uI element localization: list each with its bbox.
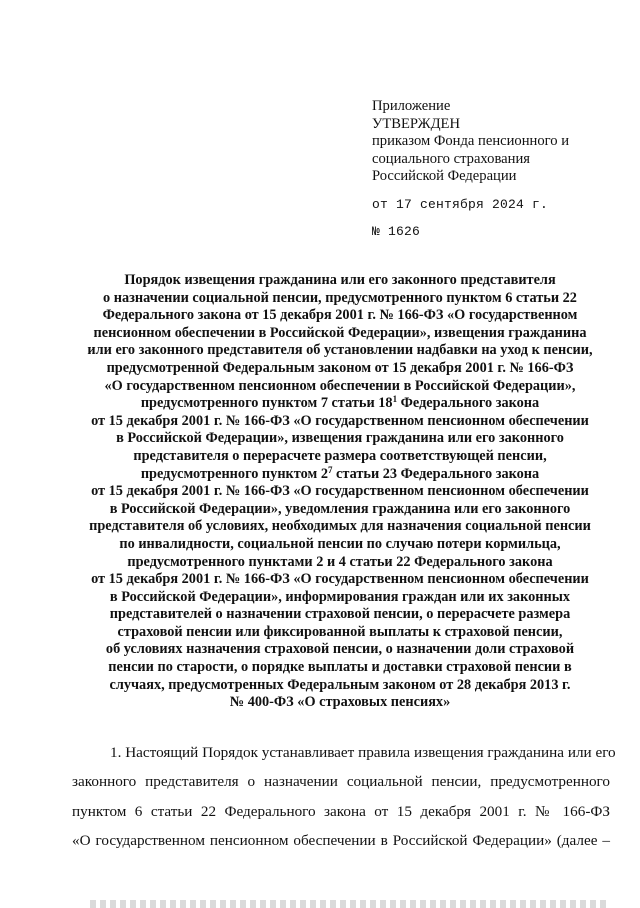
document-title [70, 272, 610, 712]
title-line: предусмотренного пунктами 2 и 4 статьи 22 Федерального закона [127, 553, 553, 570]
title-line: в Российской Федерации», уведомления гражданина или его законного [109, 500, 571, 517]
order-line: Российской Федерации [372, 168, 517, 184]
title-line: Порядок извещения гражданина или его законного представителя [124, 272, 556, 288]
title-line: страховой пенсии или фиксированной выплаты к страховой пенсии, [117, 623, 563, 640]
title-line: случаях, предусмотренных Федеральным законом от 28 декабря 2013 г. [109, 676, 571, 693]
approval-block [372, 98, 622, 241]
title-line: представителя об условиях, необходимых для назначения социальной пенсии [89, 518, 591, 535]
title-line-part: предусмотренного пунктом 2 [140, 465, 328, 482]
superscript: 7 [327, 464, 333, 475]
title-line: или его законного представителя об установлении надбавки на уход к пенсии, [87, 342, 593, 359]
title-line: об условиях назначения страховой пенсии, о назначении доли страховой [105, 641, 575, 658]
approved-label: УТВЕРЖДЕН [372, 115, 460, 132]
title-line: в Российской Федерации», информирования граждан или их законных [109, 588, 571, 605]
body-line: «О государственном пенсионном обеспечении в Российской Федерации» (далее – [72, 831, 610, 849]
title-line: пенсионном обеспечении в Российской Федерации», извещения гражданина [93, 324, 587, 341]
title-line-part: Федерального закона [397, 395, 540, 412]
title-line: представителя о перерасчете размера соответствующей пенсии, [133, 447, 547, 464]
title-line: от 15 декабря 2001 г. № 166-ФЗ «О государственном пенсионном обеспечении [91, 571, 589, 588]
title-line: № 400-ФЗ «О страховых пенсиях» [229, 694, 451, 711]
body-paragraph [72, 738, 616, 855]
body-line: законного представителя о назначении социальной пенсии, предусмотренного [72, 773, 610, 791]
superscript: 1 [392, 394, 398, 405]
order-number: № 1626 [372, 224, 421, 239]
title-line: предусмотренной Федеральным законом от 15 декабря 2001 г. № 166-ФЗ [106, 359, 574, 376]
title-line [70, 395, 610, 413]
order-line: социального страхования [372, 150, 530, 167]
appendix-label: Приложение [372, 98, 451, 114]
page-cutoff-text [90, 900, 610, 908]
title-line-part: предусмотренного пунктом 7 статьи 18 [140, 395, 393, 412]
title-line: по инвалидности, социальной пенсии по случаю потери кормильца, [119, 535, 561, 552]
title-line: представителей о назначении страховой пенсии, о перерасчете размера [109, 606, 571, 623]
title-line: в Российской Федерации», извещения гражданина или его законного [116, 430, 564, 447]
title-line: от 15 декабря 2001 г. № 166-ФЗ «О государственном пенсионном обеспечении [91, 483, 589, 500]
body-line: пунктом 6 статьи 22 Федерального закона от 15 декабря 2001 г. № 166-ФЗ [72, 802, 610, 820]
body-line: 1. Настоящий Порядок устанавливает правила извещения гражданина или его [110, 744, 616, 761]
title-line: «О государственном пенсионном обеспечении в Российской Федерации», [104, 377, 576, 394]
title-line: пенсии по старости, о порядке выплаты и доставки страховой пенсии в [108, 659, 572, 676]
title-line: от 15 декабря 2001 г. № 166-ФЗ «О государственном пенсионном обеспечении [91, 412, 589, 429]
title-line: о назначении социальной пенсии, предусмотренного пунктом 6 статьи 22 [103, 289, 577, 306]
order-date: от 17 сентября 2024 г. [372, 196, 549, 212]
title-line: Федерального закона от 15 декабря 2001 г. № 166-ФЗ «О государственном [102, 307, 578, 324]
order-line: приказом Фонда пенсионного и [372, 133, 570, 149]
title-line [70, 466, 610, 484]
title-line-part: статьи 23 Федерального закона [332, 465, 540, 482]
